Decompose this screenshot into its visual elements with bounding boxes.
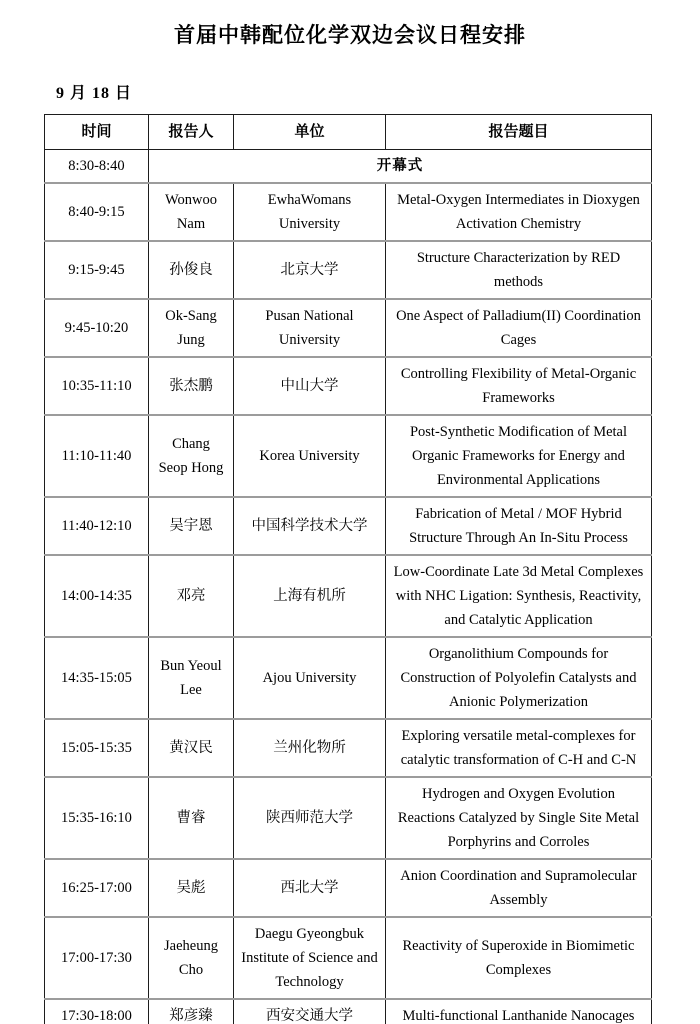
affiliation-cell: 中国科学技术大学 xyxy=(234,497,386,555)
time-cell: 11:10-11:40 xyxy=(45,415,149,497)
schedule-row xyxy=(45,241,652,299)
schedule-table-header xyxy=(45,115,652,150)
column-header-talk-title: 报告题目 xyxy=(386,115,652,150)
time-cell: 16:25-17:00 xyxy=(45,859,149,917)
speaker-cell: 张杰鹏 xyxy=(149,357,234,415)
speaker-cell: 孙俊良 xyxy=(149,241,234,299)
speaker-cell: Jaeheung Cho xyxy=(149,917,234,999)
schedule-row xyxy=(45,859,652,917)
affiliation-cell: Korea University xyxy=(234,415,386,497)
time-cell: 17:30-18:00 xyxy=(45,999,149,1024)
schedule-table-body xyxy=(45,150,652,1024)
affiliation-cell: Pusan National University xyxy=(234,299,386,357)
speaker-cell: 曹睿 xyxy=(149,777,234,859)
schedule-row xyxy=(45,497,652,555)
talk-title-cell: Fabrication of Metal / MOF Hybrid Structure Through An In-Situ Process xyxy=(386,497,652,555)
talk-title-cell: Anion Coordination and Supramolecular Assembly xyxy=(386,859,652,917)
affiliation-cell: 西北大学 xyxy=(234,859,386,917)
schedule-row xyxy=(45,637,652,719)
talk-title-cell: Multi-functional Lanthanide Nanocages xyxy=(386,999,652,1024)
opening-ceremony-row xyxy=(45,150,652,184)
time-cell: 15:35-16:10 xyxy=(45,777,149,859)
affiliation-cell: 上海有机所 xyxy=(234,555,386,637)
talk-title-cell: Reactivity of Superoxide in Biomimetic Complexes xyxy=(386,917,652,999)
column-header-speaker: 报告人 xyxy=(149,115,234,150)
speaker-cell: 黄汉民 xyxy=(149,719,234,777)
schedule-row xyxy=(45,917,652,999)
time-cell: 14:35-15:05 xyxy=(45,637,149,719)
opening-ceremony-label: 开幕式 xyxy=(149,150,652,184)
time-cell: 14:00-14:35 xyxy=(45,555,149,637)
time-cell: 8:30-8:40 xyxy=(45,150,149,184)
affiliation-cell: 西安交通大学 xyxy=(234,999,386,1024)
talk-title-cell: Structure Characterization by RED methods xyxy=(386,241,652,299)
affiliation-cell: 兰州化物所 xyxy=(234,719,386,777)
column-header-affiliation: 单位 xyxy=(234,115,386,150)
page-title: 首届中韩配位化学双边会议日程安排 xyxy=(174,23,526,47)
affiliation-cell: 北京大学 xyxy=(234,241,386,299)
column-header-time: 时间 xyxy=(45,115,149,150)
header-row xyxy=(45,115,652,150)
talk-title-cell: Hydrogen and Oxygen Evolution Reactions Catalyzed by Single Site Metal Porphyrins and Corroles xyxy=(386,777,652,859)
time-cell: 15:05-15:35 xyxy=(45,719,149,777)
affiliation-cell: 陕西师范大学 xyxy=(234,777,386,859)
talk-title-cell: Post-Synthetic Modification of Metal Organic Frameworks for Energy and Environmental Applications xyxy=(386,415,652,497)
speaker-cell: Bun Yeoul Lee xyxy=(149,637,234,719)
speaker-cell: Wonwoo Nam xyxy=(149,183,234,241)
talk-title-cell: Exploring versatile metal-complexes for catalytic transformation of C-H and C-N xyxy=(386,719,652,777)
talk-title-cell: One Aspect of Palladium(II) Coordination Cages xyxy=(386,299,652,357)
schedule-row xyxy=(45,999,652,1024)
speaker-cell: 邓亮 xyxy=(149,555,234,637)
talk-title-cell: Metal-Oxygen Intermediates in Dioxygen Activation Chemistry xyxy=(386,183,652,241)
time-cell: 10:35-11:10 xyxy=(45,357,149,415)
schedule-row xyxy=(45,777,652,859)
speaker-cell: 吴宇恩 xyxy=(149,497,234,555)
speaker-cell: 郑彦臻 xyxy=(149,999,234,1024)
affiliation-cell: Ajou University xyxy=(234,637,386,719)
time-cell: 9:15-9:45 xyxy=(45,241,149,299)
time-cell: 11:40-12:10 xyxy=(45,497,149,555)
date-label: 9 月 18 日 xyxy=(56,85,133,102)
schedule-table xyxy=(44,114,652,1024)
talk-title-cell: Low-Coordinate Late 3d Metal Complexes with NHC Ligation: Synthesis, Reactivity, and Catalytic Application xyxy=(386,555,652,637)
affiliation-cell: 中山大学 xyxy=(234,357,386,415)
schedule-row xyxy=(45,299,652,357)
schedule-row xyxy=(45,183,652,241)
talk-title-cell: Controlling Flexibility of Metal-Organic Frameworks xyxy=(386,357,652,415)
speaker-cell: Chang Seop Hong xyxy=(149,415,234,497)
time-cell: 9:45-10:20 xyxy=(45,299,149,357)
time-cell: 17:00-17:30 xyxy=(45,917,149,999)
schedule-row xyxy=(45,415,652,497)
affiliation-cell: Daegu Gyeongbuk Institute of Science and Technology xyxy=(234,917,386,999)
schedule-row xyxy=(45,719,652,777)
speaker-cell: 吴彪 xyxy=(149,859,234,917)
talk-title-cell: Organolithium Compounds for Construction of Polyolefin Catalysts and Anionic Polymerization xyxy=(386,637,652,719)
schedule-row xyxy=(45,555,652,637)
schedule-row xyxy=(45,357,652,415)
time-cell: 8:40-9:15 xyxy=(45,183,149,241)
speaker-cell: Ok-Sang Jung xyxy=(149,299,234,357)
affiliation-cell: EwhaWomans University xyxy=(234,183,386,241)
